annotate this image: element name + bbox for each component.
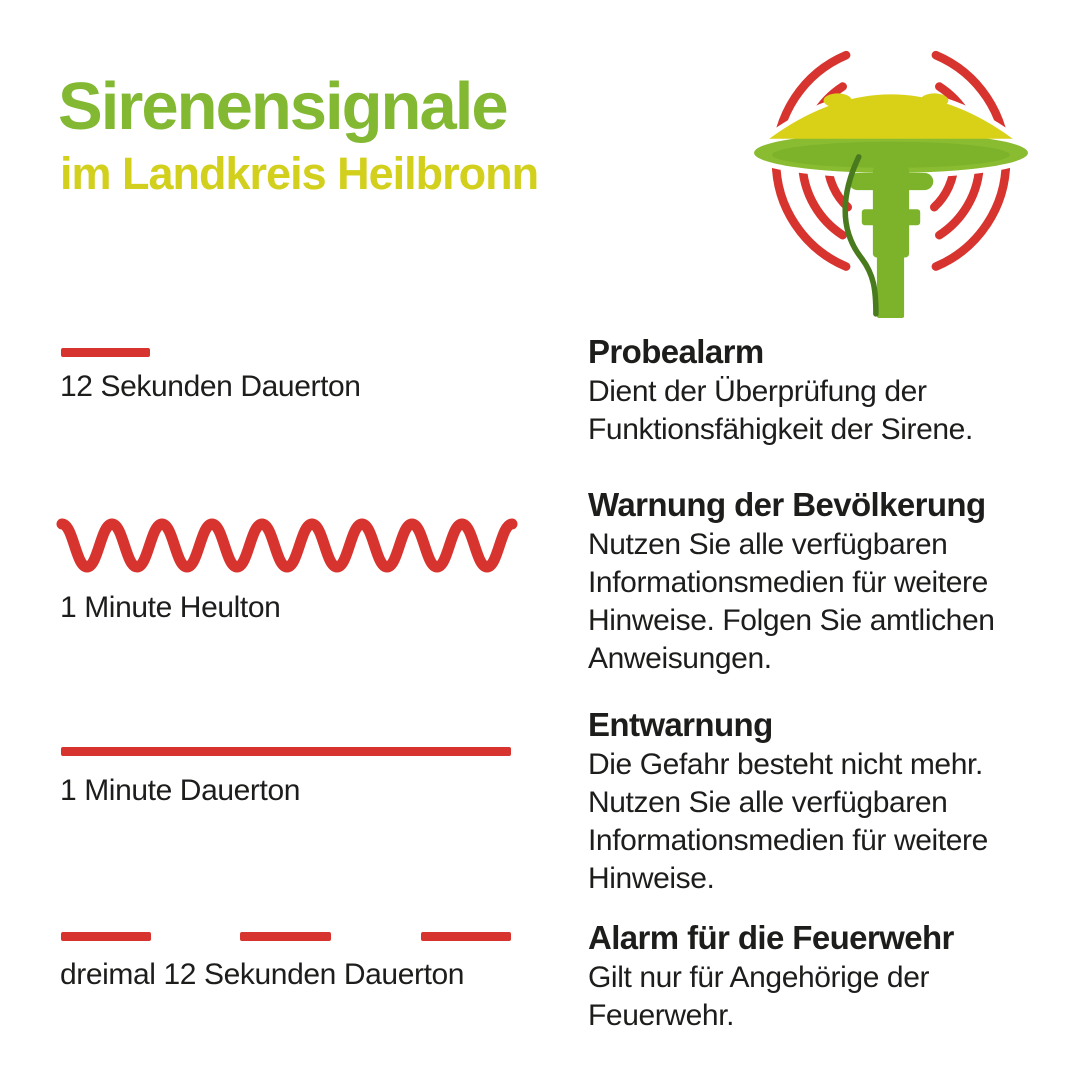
- page-subtitle: im Landkreis Heilbronn: [60, 148, 539, 199]
- signal-pattern-wave: [56, 513, 518, 581]
- signal-pattern-label: 1 Minute Heulton: [60, 591, 281, 624]
- signal-pattern-dash: [61, 932, 151, 941]
- signal-title: Alarm für die Feuerwehr: [588, 919, 954, 956]
- signal-description-block: [588, 919, 1060, 1035]
- signal-title: Entwarnung: [588, 706, 773, 743]
- siren-pole: [849, 167, 934, 318]
- signal-pattern-label: dreimal 12 Sekunden Dauerton: [60, 958, 465, 991]
- page-title: Sirenensignale: [58, 69, 507, 144]
- signal-pattern-short-bar: [61, 348, 150, 357]
- signal-description-block: [588, 486, 1060, 678]
- siren-icon: [745, 42, 1037, 318]
- signal-pattern-dash: [421, 932, 511, 941]
- signal-pattern-label: 12 Sekunden Dauerton: [60, 370, 361, 403]
- signal-pattern-dash: [240, 932, 331, 941]
- signal-title: Warnung der Bevölkerung: [588, 486, 986, 523]
- signal-description: Die Gefahr besteht nicht mehr. Nutzen Sie alle verfügbaren Informationsmedien für weitere Hinweise.: [588, 748, 988, 895]
- signal-description: Nutzen Sie alle verfügbaren Informationsmedien für weitere Hinweise. Folgen Sie amtlichen Anweisungen.: [588, 528, 995, 675]
- signal-description-block: [588, 706, 1060, 898]
- siren-dome: [769, 94, 1013, 138]
- signal-description: Dient der Überprüfung der Funktionsfähigkeit der Sirene.: [588, 375, 973, 446]
- signal-description: Gilt nur für Angehörige der Feuerwehr.: [588, 961, 930, 1032]
- signal-pattern-label: 1 Minute Dauerton: [60, 774, 301, 807]
- signal-pattern-long-bar: [61, 747, 511, 756]
- signal-title: Probealarm: [588, 333, 764, 370]
- signal-description-block: [588, 333, 1060, 449]
